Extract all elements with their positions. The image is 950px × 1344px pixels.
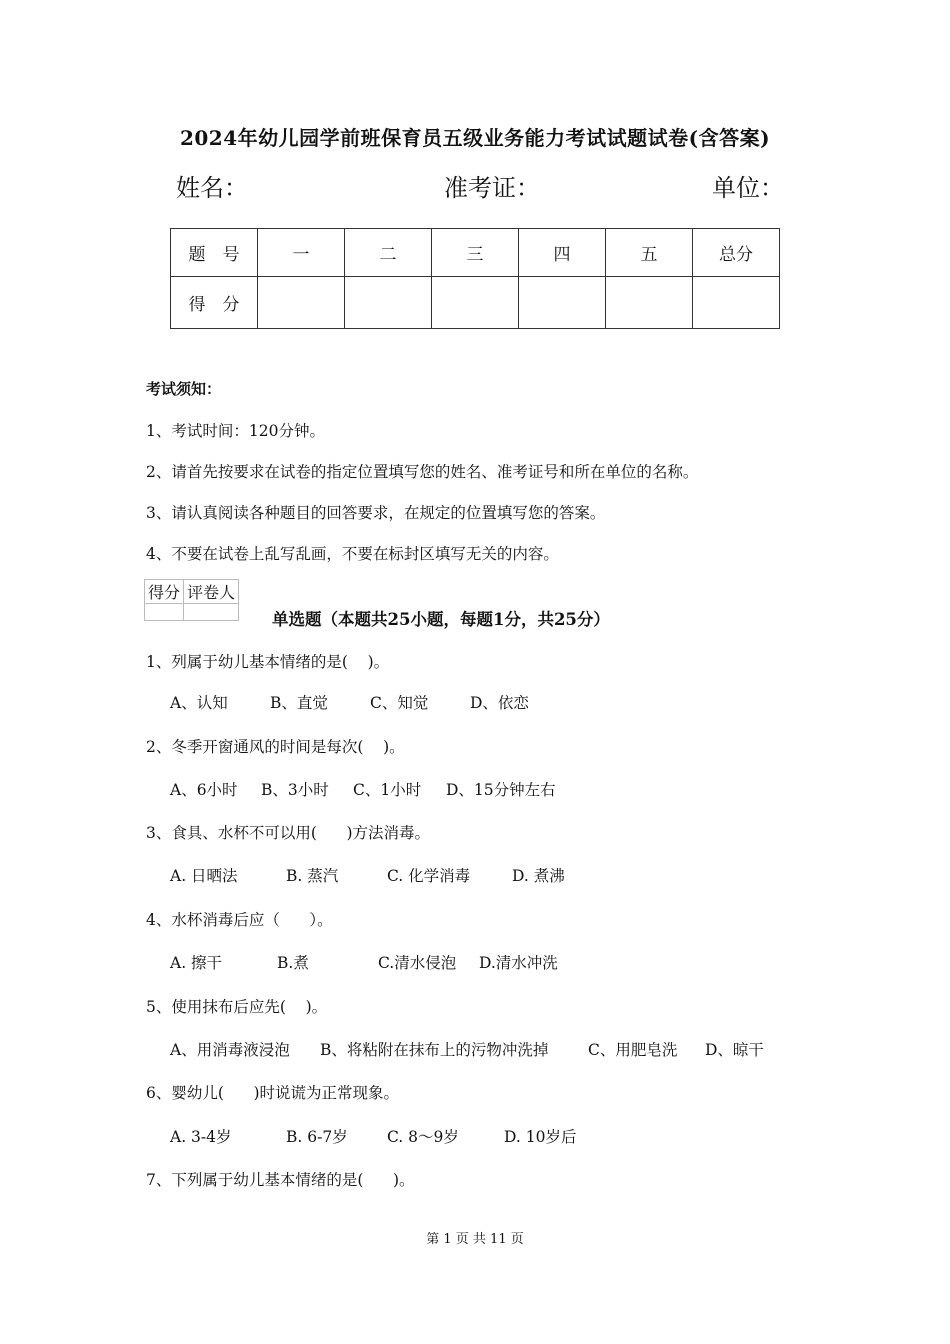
grader-score-cell[interactable] bbox=[145, 604, 184, 621]
notice-item: 1、考试时间：120分钟。 bbox=[146, 422, 325, 440]
question-text: 2、冬季开窗通风的时间是每次( )。 bbox=[146, 738, 405, 756]
option: D、晾干 bbox=[705, 1041, 764, 1059]
option: A、认知 bbox=[170, 694, 228, 712]
score-table-header-cell: 三 bbox=[432, 229, 519, 277]
page-title: 2024年幼儿园学前班保育员五级业务能力考试试题试卷(含答案) bbox=[179, 126, 771, 150]
option: A、用消毒液浸泡 bbox=[170, 1041, 290, 1059]
score-cell[interactable] bbox=[519, 277, 606, 329]
option: D、15分钟左右 bbox=[446, 781, 556, 799]
section-title: 单选题（本题共25小题，每题1分，共25分） bbox=[272, 610, 610, 629]
option: D.清水冲洗 bbox=[479, 954, 558, 972]
unit-label: 单位： bbox=[712, 174, 784, 202]
question-text: 6、婴幼儿( )时说谎为正常现象。 bbox=[146, 1084, 400, 1102]
option: D. 10岁后 bbox=[504, 1128, 577, 1146]
exam-id-label: 准考证： bbox=[444, 174, 540, 202]
option: C. 化学消毒 bbox=[387, 867, 471, 885]
score-table-header-cell: 总分 bbox=[693, 229, 780, 277]
notice-item: 3、请认真阅读各种题目的回答要求，在规定的位置填写您的答案。 bbox=[146, 504, 606, 522]
score-cell[interactable] bbox=[345, 277, 432, 329]
option: D. 煮沸 bbox=[512, 867, 565, 885]
question-text: 1、列属于幼儿基本情绪的是( )。 bbox=[146, 653, 390, 671]
score-cell[interactable] bbox=[432, 277, 519, 329]
option: A. 3-4岁 bbox=[170, 1128, 232, 1146]
notice-item: 2、请首先按要求在试卷的指定位置填写您的姓名、准考证号和所在单位的名称。 bbox=[146, 463, 699, 481]
question-text: 5、使用抹布后应先( )。 bbox=[146, 998, 328, 1016]
option: B、3小时 bbox=[261, 781, 329, 799]
grader-reviewer-cell[interactable] bbox=[184, 604, 239, 621]
option: C、1小时 bbox=[353, 781, 422, 799]
score-table-header-cell: 四 bbox=[519, 229, 606, 277]
option: C. 8～9岁 bbox=[387, 1128, 459, 1146]
option: C、知觉 bbox=[370, 694, 429, 712]
score-table-header-cell: 一 bbox=[258, 229, 345, 277]
notice-heading: 考试须知： bbox=[146, 380, 222, 398]
option: B、将粘附在抹布上的污物冲洗掉 bbox=[320, 1041, 549, 1059]
score-table-score-row bbox=[171, 277, 780, 329]
grader-box bbox=[144, 579, 239, 621]
score-cell[interactable] bbox=[693, 277, 780, 329]
name-label: 姓名： bbox=[176, 174, 248, 202]
score-row-label: 得 分 bbox=[171, 277, 258, 329]
question-text: 7、下列属于幼儿基本情绪的是( )。 bbox=[146, 1171, 415, 1189]
option: B、直觉 bbox=[270, 694, 328, 712]
score-table bbox=[170, 228, 780, 329]
question-text: 3、食具、水杯不可以用( )方法消毒。 bbox=[146, 824, 431, 842]
score-table-header-cell: 五 bbox=[606, 229, 693, 277]
option: B. 6-7岁 bbox=[286, 1128, 348, 1146]
score-table-header-cell: 题 号 bbox=[171, 229, 258, 277]
option: B. 蒸汽 bbox=[286, 867, 339, 885]
option: B.煮 bbox=[277, 954, 309, 972]
score-cell[interactable] bbox=[258, 277, 345, 329]
option: A. 擦干 bbox=[170, 954, 223, 972]
page-footer: 第 1 页 共 11 页 bbox=[426, 1232, 524, 1247]
option: C、用肥皂洗 bbox=[588, 1041, 678, 1059]
grader-score-label: 得分 bbox=[145, 580, 184, 604]
grader-reviewer-label: 评卷人 bbox=[184, 580, 239, 604]
score-table-header-cell: 二 bbox=[345, 229, 432, 277]
option: A. 日晒法 bbox=[170, 867, 238, 885]
score-table-header-row bbox=[171, 229, 780, 277]
option: A、6小时 bbox=[170, 781, 238, 799]
option: D、依恋 bbox=[470, 694, 529, 712]
question-text: 4、水杯消毒后应（ ）。 bbox=[146, 911, 333, 929]
notice-item: 4、不要在试卷上乱写乱画，不要在标封区填写无关的内容。 bbox=[146, 545, 559, 563]
score-cell[interactable] bbox=[606, 277, 693, 329]
option: C.清水侵泡 bbox=[378, 954, 457, 972]
